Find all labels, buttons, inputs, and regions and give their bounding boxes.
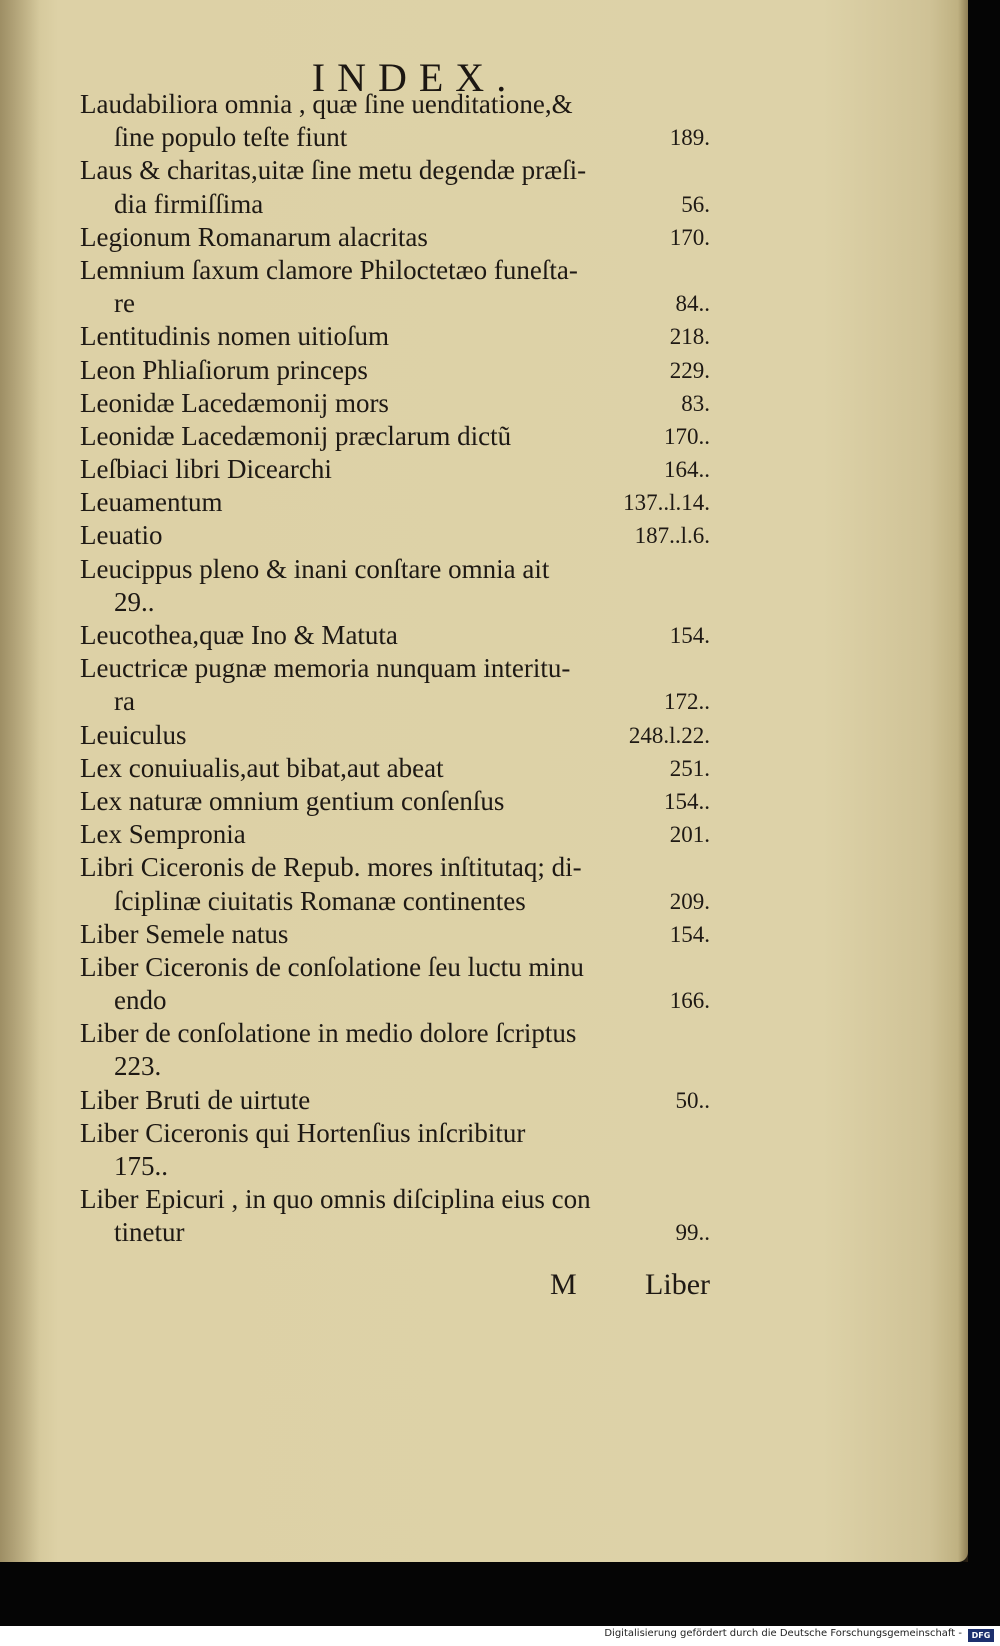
catchword: Liber xyxy=(645,1268,710,1301)
entry-text: Leucothea,quæ Ino & Matuta xyxy=(80,620,398,650)
index-entry-continuation xyxy=(80,885,710,918)
entry-text: Leonidæ Lacedæmonij mors xyxy=(80,387,389,418)
page-edge xyxy=(958,0,968,1562)
index-entries xyxy=(80,88,710,1250)
entry-text: Laus & charitas,uitæ ſine metu degendæ præſi- xyxy=(80,155,587,186)
index-entry xyxy=(80,354,710,387)
catchword-line xyxy=(550,1268,710,1302)
entry-text: Leuiculus xyxy=(80,719,187,750)
entry-page-ref: 154. xyxy=(669,921,710,947)
entry-text: Legionum Romanarum alacritas xyxy=(80,221,428,252)
entry-page-ref: 84.. xyxy=(675,291,710,317)
index-entry-continuation xyxy=(80,984,710,1017)
index-entry xyxy=(80,652,710,685)
index-entry xyxy=(80,1084,710,1117)
entry-text: Libri Ciceronis de Repub. mores inſtitutaq; di- xyxy=(80,852,582,883)
index-entry-continuation xyxy=(80,1050,710,1083)
entry-text: Liber Epicuri , in quo omnis diſciplina eius con xyxy=(80,1184,591,1215)
entry-page-ref xyxy=(700,1017,710,1050)
index-entry-continuation xyxy=(80,685,710,718)
entry-page-ref xyxy=(700,1150,710,1183)
entry-page-ref xyxy=(700,586,710,619)
entry-page-ref: 83. xyxy=(681,390,710,416)
entry-page-ref: 170.. xyxy=(664,423,710,449)
entry-text: Lex conuiualis,aut bibat,aut abeat xyxy=(80,752,444,783)
index-entry-continuation xyxy=(80,121,710,154)
index-entry xyxy=(80,619,710,652)
entry-page-ref xyxy=(700,88,710,121)
entry-text: Liber Semele natus xyxy=(80,918,289,949)
entry-page-ref xyxy=(700,951,710,984)
entry-page-ref: 172.. xyxy=(664,689,710,715)
index-entry xyxy=(80,221,710,254)
entry-text: ſine populo teſte fiunt xyxy=(114,122,348,153)
entry-text: Leuatio xyxy=(80,520,163,551)
entry-text: tinetur xyxy=(114,1217,185,1248)
entry-text: Leſbiaci libri Dicearchi xyxy=(80,454,332,485)
index-entry xyxy=(80,453,710,486)
entry-page-ref: 251. xyxy=(669,755,710,781)
entry-page-ref: 154.. xyxy=(664,788,710,814)
entry-text: 29.. xyxy=(114,586,155,617)
index-entry-continuation xyxy=(80,287,710,320)
index-entry xyxy=(80,553,710,586)
entry-page-ref xyxy=(700,1050,710,1083)
entry-text: 175.. xyxy=(114,1151,168,1181)
entry-text: Liber de conſolatione in medio dolore ſcriptus xyxy=(80,1018,577,1049)
entry-text: Laudabiliora omnia , quæ ſine uenditatione,& xyxy=(80,89,573,119)
entry-page-ref: 187..l.6. xyxy=(634,523,710,549)
entry-page-ref: 154. xyxy=(669,623,710,648)
index-entry-continuation xyxy=(80,1216,710,1249)
index-entry xyxy=(80,1017,710,1050)
entry-page-ref: 248.l.22. xyxy=(628,722,710,748)
entry-page-ref: 50.. xyxy=(675,1087,710,1113)
entry-page-ref: 170. xyxy=(669,224,710,250)
index-entry-continuation xyxy=(80,1150,710,1183)
entry-page-ref: 137..l.14. xyxy=(623,490,710,516)
entry-text: 223. xyxy=(114,1051,162,1082)
index-entry xyxy=(80,818,710,851)
dfg-logo: DFG xyxy=(968,1629,994,1642)
entry-text: Lentitudinis nomen uitioſum xyxy=(80,321,389,352)
entry-text: Lex Sempronia xyxy=(80,819,246,850)
entry-page-ref: 164.. xyxy=(664,457,710,483)
index-entry xyxy=(80,851,710,884)
index-entry xyxy=(80,752,710,785)
index-entry-continuation xyxy=(80,586,710,619)
entry-text: Lemnium ſaxum clamore Philoctetæo funeſta- xyxy=(80,254,578,285)
entry-page-ref: 166. xyxy=(669,988,710,1014)
index-entry xyxy=(80,387,710,420)
index-entry xyxy=(80,519,710,552)
entry-page-ref: 209. xyxy=(669,888,710,914)
entry-text: re xyxy=(114,288,135,319)
spine-shadow xyxy=(0,0,40,1562)
entry-page-ref: 99.. xyxy=(675,1220,710,1246)
index-entry xyxy=(80,254,710,287)
entry-page-ref: 218. xyxy=(669,324,710,350)
entry-text: Leon Phliaſiorum princeps xyxy=(80,354,368,385)
entry-page-ref xyxy=(700,1117,710,1150)
entry-text: Leuamentum xyxy=(80,487,223,518)
entry-page-ref xyxy=(700,652,710,685)
index-entry xyxy=(80,785,710,818)
entry-page-ref xyxy=(700,154,710,187)
index-entry xyxy=(80,951,710,984)
entry-page-ref xyxy=(700,254,710,287)
entry-text: Liber Bruti de uirtute xyxy=(80,1084,311,1115)
entry-page-ref xyxy=(700,1183,710,1216)
footer-text: Digitalisierung gefördert durch die Deutsche Forschungsgemeinschaft - xyxy=(604,1628,962,1639)
entry-text: Liber Ciceronis qui Hortenſius inſcribitur xyxy=(80,1117,526,1148)
page-header: INDEX. xyxy=(311,55,519,100)
entry-text: Lex naturæ omnium gentium conſenſus xyxy=(80,785,505,816)
index-entry xyxy=(80,320,710,353)
index-entry xyxy=(80,154,710,187)
index-entry xyxy=(80,719,710,752)
entry-text: ſciplinæ ciuitatis Romanæ continentes xyxy=(114,885,526,916)
entry-page-ref: 201. xyxy=(669,822,710,848)
entry-page-ref: 189. xyxy=(669,125,710,151)
entry-text: endo xyxy=(114,985,167,1016)
index-entry xyxy=(80,1183,710,1216)
index-entry xyxy=(80,486,710,519)
entry-page-ref: 56. xyxy=(681,191,710,217)
entry-text: Leucippus pleno & inani conſtare omnia ait xyxy=(80,553,550,584)
footer-bar xyxy=(0,1626,1000,1646)
signature-mark: M xyxy=(550,1268,577,1301)
entry-page-ref xyxy=(700,851,710,884)
index-entry xyxy=(80,420,710,453)
entry-text: Leuctricæ pugnæ memoria nunquam interitu- xyxy=(80,653,571,684)
index-entry xyxy=(80,1117,710,1150)
entry-text: dia firmiſſima xyxy=(114,188,264,219)
index-entry xyxy=(80,918,710,951)
entry-text: Liber Ciceronis de conſolatione ſeu luctu minu xyxy=(80,951,584,982)
entry-page-ref xyxy=(700,553,710,586)
entry-page-ref: 229. xyxy=(669,357,710,383)
index-entry-continuation xyxy=(80,188,710,221)
index-entry xyxy=(80,88,710,121)
entry-text: ra xyxy=(114,686,135,717)
entry-text: Leonidæ Lacedæmonij præclarum dictũ xyxy=(80,420,512,451)
